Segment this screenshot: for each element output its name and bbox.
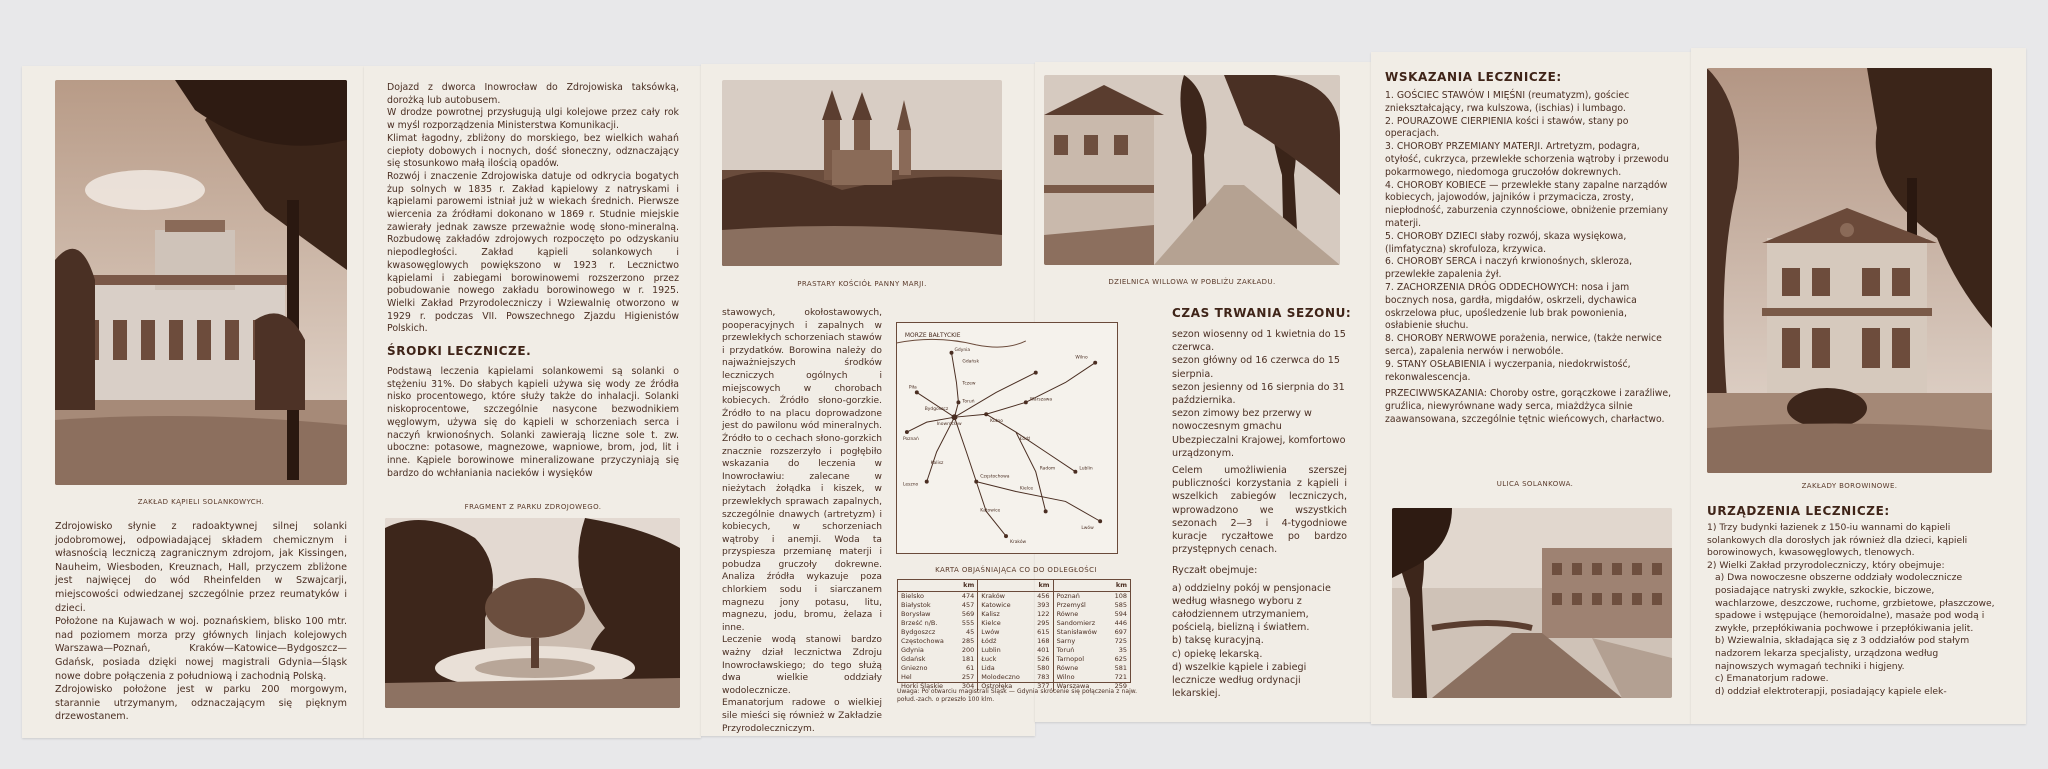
distance-row (898, 619, 1130, 628)
contraindications: PRZECIWWSKAZANIA: Choroby ostre, gorączkowe i zaraźliwe, gruźlica, niewyrównane wady serca, miażdżyca silnie zaawansowana, szczególnie tętnic wieńcowych, charłactwo. (1385, 388, 1672, 425)
panel2-intro-text (387, 82, 679, 336)
map-city-label: Tczew (962, 381, 976, 387)
ryczalt-item: a) oddzielny pokój w pensjonacie według własnego wyboru z całodziennem utrzymaniem, pościelą, bielizną i światłem. (1172, 582, 1331, 634)
distance-row (898, 646, 1130, 655)
distance-city: Przemyśl (1056, 601, 1086, 609)
caption-villa-district: DZIELNICA WILLOWA W POBLIŻU ZAKŁADU. (1108, 278, 1276, 286)
photo-mud-baths-building (1707, 68, 1992, 473)
distance-city: Bydgoszcz (901, 628, 936, 636)
map-city-label: Gdynia (954, 347, 971, 353)
distance-city: Lwów (981, 628, 1000, 636)
map-city-label: Bydgoszcz (924, 407, 949, 413)
distance-km: 615 (1031, 628, 1053, 637)
distance-km: 181 (955, 655, 977, 664)
map-city-label: Lwów (1081, 526, 1094, 532)
paragraph: Podstawą leczenia kąpielami solankowemi są solanki o stężeniu 31%. Do słabych kąpieli używa się wody ze źródła nisko procentowego, które służy także do inhalacji. Solanki niskoprocentowe, szczególnie nasycone bezwodnikiem węglowym, używa się do kąpieli w schorzeniach serca i naczyń krwionośnych. Solanki zawierają liczne sole t. zw. uboczne: potasowe, magnezowe, wapniowe, brom, jod, lit i inne. Kąpiele borowinowe mineralizowane przyczyniają się bardzo do wchłaniania nacieków i wysięków (387, 366, 679, 479)
distance-row (898, 637, 1130, 646)
paragraph: Klimat łagodny, zbliżony do morskiego, bez wielkich wahań ciepłoty dobowych i nocnych, dość słoneczny, odznaczający się stosunkowo małą ilością opadów. (387, 132, 679, 170)
season-item: sezon zimowy bez przerwy w nowoczesnym gmachu Ubezpieczalni Krajowej, komfortowo urządzonym. (1172, 408, 1346, 459)
distance-city: Łódź (981, 637, 997, 645)
ryczalt-item: d) wszelkie kąpiele i zabiegi lecznicze według ordynacji lekarskiej. (1172, 661, 1307, 700)
distance-km: 783 (1031, 673, 1053, 682)
map-city-label: Gdańsk (962, 359, 980, 365)
distance-km: 257 (955, 673, 977, 682)
photo-solankowa-street (1392, 508, 1672, 698)
distance-km: 555 (955, 619, 977, 628)
paragraph: Położone na Kujawach w woj. poznańskiem, blisko 100 mtr. nad poziomem morza przy głównych linjach kolejowych Warszawa—Poznań, Kraków—Katowice—Bydgoszcz—Gdańsk, posiada dzięki nowej magistrali Gdynia—Śląsk nowe dobre połączenia z południową i zachodnią Polską. (55, 616, 347, 682)
panel5-indications (1385, 90, 1675, 427)
distance-km: 580 (1031, 664, 1053, 673)
distance-city: Gdynia (901, 646, 924, 654)
distance-km: 168 (1031, 637, 1053, 646)
distance-km: 625 (1114, 655, 1127, 663)
distance-row (898, 673, 1130, 682)
map-city-label: Inowrocław (936, 422, 962, 428)
distance-city: Warszawa (1056, 682, 1090, 690)
panel3-text-left (722, 307, 882, 735)
distance-city: Ostrołęka (981, 682, 1013, 690)
caption-solankowa-street: ULICA SOLANKOWA. (1496, 480, 1574, 488)
paragraph: Zdrojowisko słynie z radoaktywnej silnej solanki jodobromowej, odpowiadającej składem chemicznym i własnością leczniczą zagranicznym zdrojom, jak Kissingen, Nauheim, Wiesboden, Kreuznach, Hall, przyczem zbliżone jest najwięcej do wód Rheinfelden w Szwajcarji, miejscowości odwiedzanej szczególnie przez reumatyków i dzieci. (55, 521, 347, 614)
distance-city: Toruń (1056, 646, 1075, 654)
distance-km: 61 (955, 664, 977, 673)
distance-row (898, 664, 1130, 673)
map-city-label: Katowice (980, 508, 1001, 514)
indication-item: 7. ZACHORZENIA DRÓG ODDECHOWYCH: nosa i jam bocznych nosa, gardła, migdałów, oskrzeli, dychawica oskrzelowa płuc, upośledzenie lub brak powonienia, osłabienie słuchu. (1385, 281, 1637, 332)
distance-km: 377 (1031, 682, 1053, 691)
distance-city: Kielce (981, 619, 1001, 627)
distance-city: Kalisz (981, 610, 1000, 618)
heading-treatment-means: ŚRODKI LECZNICZE. (387, 344, 532, 358)
dist-header: km (978, 580, 1053, 592)
season-item: sezon wiosenny od 1 kwietnia do 15 czerwca. (1172, 329, 1346, 354)
dist-header: km (1053, 580, 1130, 592)
distance-city: Sarny (1056, 637, 1076, 645)
map-city-label: Częstochowa (980, 474, 1010, 480)
distance-city: Gniezno (901, 664, 928, 672)
distance-km: 581 (1114, 664, 1127, 672)
indication-item: 1. GOŚCIEC STAWÓW I MIĘŚNI (reumatyzm), gościec zniekształcający, rwa kulszowa, (ischias) i lumbago. (1385, 90, 1630, 114)
facility-item: b) Wziewalnia, składająca się z 3 oddziałów pod stałym nadzorem lekarza specjalisty, urządzona według najnowszych wymagań techniki i higjeny. (1715, 635, 1970, 672)
panel4-seasons (1172, 328, 1347, 700)
indication-item: 6. CHOROBY SERCA i naczyń krwionośnych, skleroza, przewlekłe zapalenia żył. (1385, 256, 1633, 281)
distance-km: 585 (1114, 601, 1127, 609)
panel6-facilities (1707, 522, 1997, 698)
photo-salt-baths-building (55, 80, 347, 485)
paragraph: Emanatorjum radowe o wielkiej sile mieści się również w Zakładzie Przyrodoleczniczym. (722, 698, 882, 734)
distance-city: Hel (901, 673, 912, 681)
distance-km: 569 (955, 610, 977, 619)
facility-item: 2) Wielki Zakład przyrodoleczniczy, który obejmuje: (1707, 559, 1945, 571)
distance-city: Borysław (901, 610, 931, 618)
facility-item: 1) Trzy budynki łazienek z 150-iu wannami do kąpieli solankowych dla dorosłych jak również dla dzieci, kąpieli borowinowych, kwasowęglowych, tlenowych. (1707, 522, 1968, 559)
map-sea-label: MORZE BAŁTYCKIE (904, 331, 961, 339)
distance-km: 259 (1114, 682, 1127, 690)
caption-park-fragment: FRAGMENT Z PARKU ZDROJOWEGO. (464, 503, 602, 511)
caption-mud-baths: ZAKŁADY BOROWINOWE. (1801, 482, 1898, 490)
distance-city: Stanisławów (1056, 628, 1097, 636)
distance-km: 200 (955, 646, 977, 655)
distance-city: Poznań (1056, 592, 1080, 600)
distance-km: 725 (1114, 637, 1127, 645)
paragraph: stawowych, okołostawowych, pooperacyjnych i zapalnych w przewlekłych schorzeniach stawów i przydatków. Borowina należy do najważniejszych środków leczniczych ogólnych i miejscowych w chorobach kobiecych. Źródło słono-gorzkie. Źródło to na placu doprowadzone jest do pawilonu wód mineralnych. Źródło to o cechach słono-gorzkich znacznie rozszerzyło i pogłębiło wskazania do leczenia w Inowrocławiu: zalecane w nieżytach żołądka i kiszek, w przewlekłych sprawach zapalnych, szczególnie dnawych (artretyzm) i kobiecych, w schorzeniach wątroby i anemji. Woda ta przyspiesza przemianę materji i pobudza gruczoły dokrewne. Analiza źródła wykazuje poza chlorkiem sodu i siarczanem magnezu jony potasu, litu, magnezu, jodu, bromu, żelaza i inne. (722, 308, 882, 633)
panel1-text (55, 520, 347, 724)
map-city-label: Łódź (1019, 436, 1031, 442)
caption-salt-baths: ZAKŁAD KĄPIELI SOLANKOWYCH. (137, 498, 265, 506)
map-city-label: Warszawa (1029, 397, 1053, 403)
map-city-label: Toruń (962, 399, 975, 405)
distance-row (898, 655, 1130, 664)
indication-item: 9. STANY OSŁABIENIA i wyczerpania, niedokrwistość, rekonwalescencja. (1385, 358, 1631, 383)
photo-park-fragment (385, 518, 680, 708)
distance-km: 35 (1118, 646, 1127, 654)
map-city-label: Wilno (1075, 355, 1088, 361)
distance-city: Równe (1056, 664, 1079, 672)
distance-row (898, 628, 1130, 637)
railway-map (896, 322, 1118, 554)
indication-item: 8. CHOROBY NERWOWE porażenia, nerwice, (także nerwice serca), zapalenia nerwów i nerwobóle. (1385, 333, 1662, 357)
dist-header: km (898, 580, 978, 592)
facility-item: c) Emanatorjum radowe. (1715, 673, 1829, 685)
facility-item: a) Dwa nowoczesne obszerne oddziały wodolecznicze posiadające natryski zwykłe, szkockie, biczowe, wachlarzowe, deszczowe, ruchome, grzbietowe, płaszczowe, spadowe i wstępujące (hemoroidalne), masaże pod wodą i zwykłe, przepłókiwania pochwowe i przepłókiwania jelit. (1715, 572, 1995, 634)
map-city-label: Leszno (902, 482, 919, 488)
paragraph: W drodze powrotnej przysługują ulgi kolejowe przez cały rok w myśl rozporządzenia Ministerstwa Komunikacji. (387, 107, 679, 132)
distance-km: 401 (1031, 646, 1053, 655)
distance-km: 697 (1114, 628, 1127, 636)
distance-km: 474 (955, 592, 977, 602)
distance-city: Kraków (981, 592, 1005, 600)
ryczalt-item: c) opiekę lekarską. (1172, 648, 1263, 660)
map-city-label: Kalisz (930, 460, 944, 466)
map-city-label: Radom (1039, 466, 1056, 472)
map-city-label: Kraków (1009, 540, 1027, 546)
paragraph: Dojazd z dworca Inowrocław do Zdrojowiska taksówką, dorożką lub autobusem. (387, 82, 679, 106)
ryczalt-item: b) taksę kuracyjną. (1172, 635, 1264, 647)
season-item: sezon jesienny od 16 sierpnia do 31 października. (1172, 381, 1345, 407)
map-city-label: Poznań (902, 436, 919, 442)
distance-city: Brześć n/B. (901, 619, 938, 627)
paragraph: Leczenie wodą stanowi bardzo ważny dział lecznictwa Zdroju Inowrocławskiego; do tego służą dwa wielkie oddziały wodolecznicze. (722, 635, 882, 696)
distance-city: Horki Śląskie (901, 682, 944, 690)
distance-km: 446 (1114, 619, 1127, 627)
photo-villa-district (1044, 75, 1340, 265)
distance-km: 108 (1114, 592, 1127, 600)
caption-church: PRASTARY KOŚCIÓŁ PANNY MARJI. (797, 280, 927, 288)
distance-km: 721 (1114, 673, 1127, 681)
indication-item: 3. CHOROBY PRZEMIANY MATERJI. Artretyzm, podagra, otyłość, cukrzyca, przewlekłe schorzenia wątroby i przewodu pokarmowego, niedomoga gruczołów dokrewnych. (1385, 141, 1669, 178)
distance-city: Gdańsk (901, 655, 926, 663)
map-city-label: Kutno (990, 419, 1003, 425)
indication-item: 5. CHOROBY DZIECI słaby rozwój, skaza wysiękowa, (limfatyczna) skrofuloza, krzywica. (1385, 230, 1627, 255)
distance-km: 295 (1031, 619, 1053, 628)
distance-city: Równe (1056, 610, 1079, 618)
distance-row (898, 601, 1130, 610)
ryczalt-label: Ryczałt obejmuje: (1172, 565, 1258, 577)
distance-km: 526 (1031, 655, 1053, 664)
distance-city: Częstochowa (901, 637, 944, 645)
distance-km: 594 (1114, 610, 1127, 618)
distance-city: Lublin (981, 646, 1001, 654)
distance-km: 304 (955, 682, 977, 691)
indication-item: 4. CHOROBY KOBIECE — przewlekłe stany zapalne narządów kobiecych, jajowodów, jajników i przymacicza, zrosty, niepłodność, zaburzenia czynnościowe, obniżenie przemiany materji. (1385, 179, 1668, 229)
distance-city: Molodeczno (981, 673, 1020, 681)
panel2-treatment-text (387, 366, 679, 480)
distance-km: 122 (1031, 610, 1053, 619)
distance-city: Białystok (901, 601, 931, 609)
distance-city: Katowice (981, 601, 1011, 609)
heading-treatment-facilities: URZĄDZENIA LECZNICZE: (1707, 504, 1890, 518)
map-city-label: Lublin (1079, 466, 1093, 472)
distance-city: Łuck (981, 655, 997, 663)
photo-church (722, 80, 1002, 266)
distance-row (898, 610, 1130, 619)
paragraph: Rozwój i znaczenie Zdrojowiska datuje od odkrycia bogatych żup solnych w 1835 r. Zakład kąpielowy z natryskami i kąpielami parowemi istniał już w wiekach średnich. Pierwsze wiercenia za źródłami dokonano w 1869 r. Studnie miejskie zawierały jednak zawsze przeważnie wodę słono-mineralną. Rozbudowę zakładów zdrojowych rozpoczęto po odzyskaniu niepodległości. Zakład kąpieli solankowych i kwasowęglowych powiększono w 1923 r. Lecznictwo kąpielami i zabiegami borowinowemi rozszerzono przez pobudowanie nowego zakładu borowinowego w r. 1925. Wielki Zakład Przyrodoleczniczy i Wziewalnię otworzono w 1929 r. podczas VII. Powszechnego Zjazdu Higienistów Polskich. (387, 170, 679, 335)
distance-city: Sandomierz (1056, 619, 1096, 627)
paragraph: Celem umożliwienia szerszej publiczności korzystania z kąpieli i wszelkich zabiegów leczniczych, wprowadzono we wszystkich sezonach 2—3 i 4-tygodniowe kuracje ryczałtowe po bardzo przystępnych cenach. (1172, 465, 1347, 556)
distance-note: Uwaga: Po otwarciu magistrali Śląsk — Gdynia skrócenie się połączenia z najw. połud.-zach. o przeszło 100 klm. (897, 688, 1137, 703)
distance-city: Tarnopol (1056, 655, 1085, 663)
map-city-label: Kielce (1019, 486, 1034, 492)
distance-city: Bielsko (901, 592, 924, 600)
distance-row (898, 592, 1130, 602)
distance-km: 285 (955, 637, 977, 646)
heading-indications: WSKAZANIA LECZNICZE: (1385, 70, 1562, 84)
distance-km: 45 (955, 628, 977, 637)
indication-item: 2. POURAZOWE CIERPIENIA kości i stawów, stany po operacjach. (1385, 115, 1629, 140)
distance-city: Wilno (1056, 673, 1075, 681)
distance-km: 393 (1031, 601, 1053, 610)
paragraph: Zdrojowisko położone jest w parku 200 morgowym, starannie utrzymanym, odznaczającym się pięknym drzewostanem. (55, 684, 347, 723)
distance-table-title: KARTA OBJAŚNIAJĄCA CO DO ODLEGŁOŚCI (935, 566, 1097, 574)
map-city-label: Piła (908, 385, 917, 391)
distance-table (897, 579, 1131, 690)
season-item: sezon główny od 16 czerwca do 15 sierpnia. (1172, 355, 1340, 380)
distance-km: 456 (1031, 592, 1053, 602)
facility-item: d) oddział elektroterapji, posiadający kąpiele elek- (1715, 685, 1947, 697)
heading-season-duration: CZAS TRWANIA SEZONU: (1172, 306, 1352, 320)
distance-km: 457 (955, 601, 977, 610)
distance-city: Lida (981, 664, 995, 672)
